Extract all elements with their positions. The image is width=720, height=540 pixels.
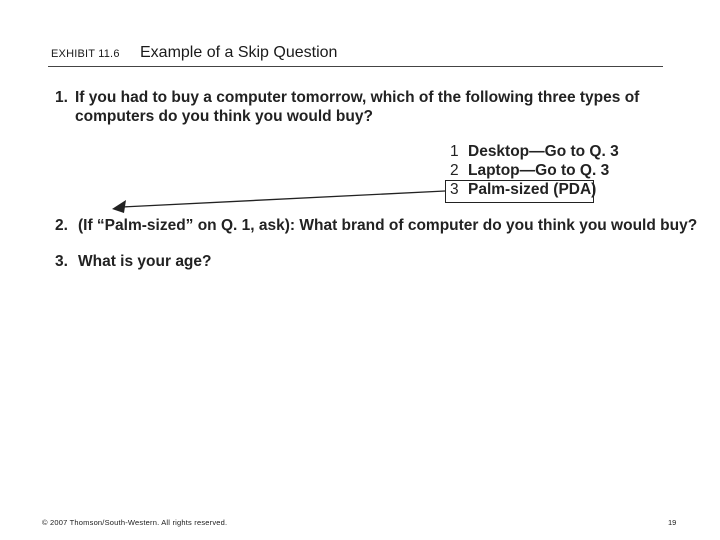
question-1-text-line1: If you had to buy a computer tomorrow, which of the following three types of [75,89,640,106]
copyright-notice: © 2007 Thomson/South-Western. All rights reserved. [42,518,228,527]
question-2-number: 2. [55,217,68,234]
exhibit-label: EXHIBIT 11.6 [51,48,120,60]
option-label: Desktop—Go to Q. 3 [468,143,619,160]
option-number: 3 [450,181,459,198]
exhibit-title: Example of a Skip Question [140,44,338,61]
option-label: Laptop—Go to Q. 3 [468,162,610,179]
option-label: Palm-sized (PDA) [468,181,597,198]
skip-arrow-line [122,191,445,207]
skip-arrow-head [112,200,126,213]
option-number: 2 [450,162,459,179]
question-3-number: 3. [55,253,68,270]
question-3-text: What is your age? [78,253,212,270]
question-1-text-line2: computers do you think you would buy? [75,108,373,125]
page-number: 19 [668,518,677,527]
question-1-number: 1. [55,89,68,106]
option-number: 1 [450,143,459,160]
question-2-text: (If “Palm-sized” on Q. 1, ask): What brand of computer do you think you would buy? [78,217,698,234]
